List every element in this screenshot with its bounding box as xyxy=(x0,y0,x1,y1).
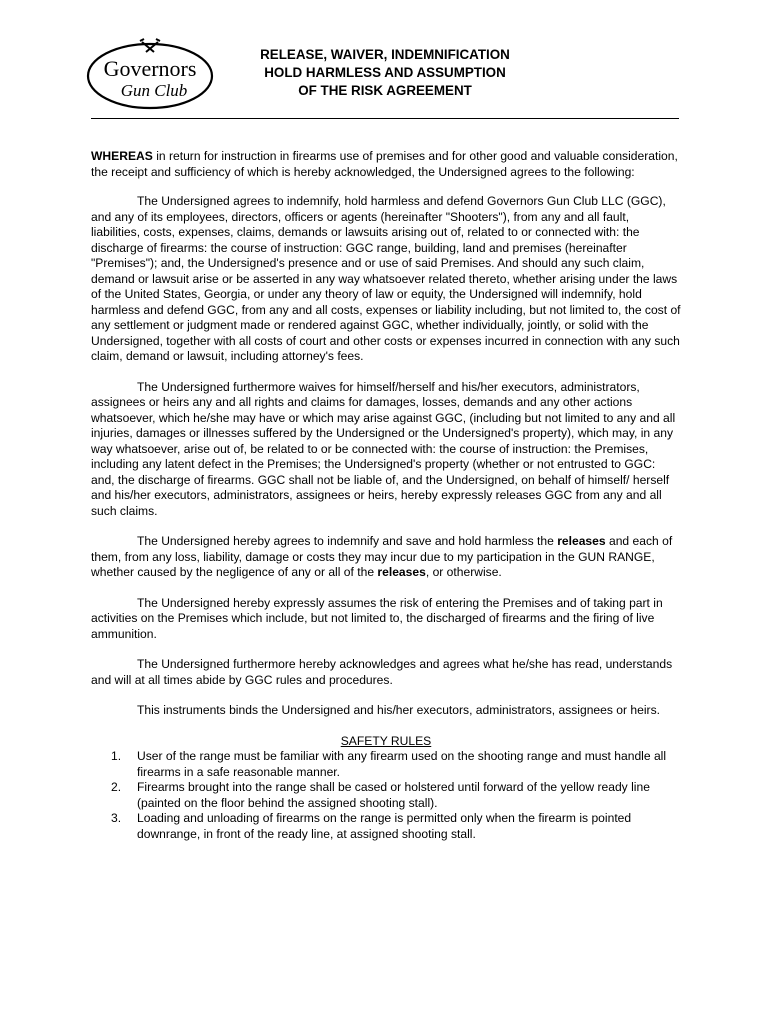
indemnify-paragraph: The Undersigned agrees to indemnify, hold harmless and defend Governors Gun Club LLC (GGC), and any of its employees, directors, officers or agents (hereinafter "Shooters"), from any and all fault, liabilities, costs, expenses, claims, demands or lawsuits arising out of, related to or connected with: the discharge of firearms: the course of instruction: GGC range, building, land and premises (hereinafter "Premises"); and, the Undersigned's presence and or use of said Premises. And should any such claim, demand or lawsuit arise or be asserted in any way whatsoever related thereto, whether arising under the laws of the United States, Georgia, or under any theory of law or equity, the Undersigned will indemnify, hold harmless and defend GGC, from any and all costs, expenses or liability including, but not limited to, the cost of any settlement or judgment made or rendered against GGC, whether individually, jointly, or solid with the Undersigned, together with all costs of court and other costs or expenses incurred in connection with any such claim, demand or lawsuit, including attorney's fees. xyxy=(91,194,681,363)
rule-text: Loading and unloading of firearms on the range is permitted only when the firearm is pointed downrange, in front of the ready line, at assigned shooting stall. xyxy=(137,811,632,841)
intro-lead: WHEREAS xyxy=(91,149,153,163)
title-line-1: RELEASE, WAIVER, INDEMNIFICATION xyxy=(260,47,510,62)
logo-text-gun-club: Gun Club xyxy=(120,81,188,100)
rule-text: User of the range must be familiar with any firearm used on the shooting range and must handle all firearms in a safe reasonable manner. xyxy=(137,749,667,779)
safety-rule-item xyxy=(91,780,681,811)
safety-rules-heading: SAFETY RULES xyxy=(340,733,432,748)
intro-text: in return for instruction in firearms use of premises and for other good and valuable consideration, the receipt and sufficiency of which is hereby acknowledged, the Undersigned agrees to the following: xyxy=(91,149,678,179)
acknowledgement-paragraph: The Undersigned furthermore hereby acknowledges and agrees what he/she has read, understands and will at all times abide by GGC rules and procedures. xyxy=(91,657,673,687)
rule-number: 3. xyxy=(111,811,122,825)
crossed-pistols-icon xyxy=(140,39,160,52)
document-title xyxy=(230,46,540,100)
hold-harmless-paragraph xyxy=(91,534,681,581)
logo-text-governors: Governors xyxy=(103,56,197,81)
para3-bold2: releases xyxy=(377,565,426,579)
rule-text: Firearms brought into the range shall be cased or holstered until forward of the yellow ready line (painted on the floor behind the assigned shooting stall). xyxy=(137,780,650,810)
binding-paragraph: This instruments binds the Undersigned and his/her executors, administrators, assignees or heirs. xyxy=(137,703,660,717)
rule-number: 2. xyxy=(111,780,122,794)
para3-bold1: releases xyxy=(557,534,606,548)
assumption-of-risk-paragraph: The Undersigned hereby expressly assumes the risk of entering the Premises and of taking part in activities on the Premises which include, but not limited to, the discharged of firearms and the firing of live ammunition. xyxy=(91,595,663,641)
para3-part1: The Undersigned hereby agrees to indemnify and save and hold harmless the xyxy=(137,534,558,548)
title-line-2: HOLD HARMLESS AND ASSUMPTION xyxy=(264,65,506,80)
para3-part2: and each of them, from any loss, liability, damage or costs they may incur due to my participation in the GUN RANGE, whether caused by the negligence of any or all of the xyxy=(91,534,673,579)
safety-rule-item xyxy=(91,749,681,780)
header-divider xyxy=(91,118,679,119)
waiver-paragraph: The Undersigned furthermore waives for himself/herself and his/her executors, administrators, assignees or heirs any and all rights and claims for damages, losses, demands and any other actions whatsoever, which he/she may have or which may arise against GGC, (including but not limited to any and all injuries, damages or illnesses suffered by the Undersigned or the Undersigned's property), which may, in any way whatsoever, arise out of, be related to or be connected with: the course of instruction: the Premises, including any latent defect in the Premises; the Undersigned's property (whether or not entrusted to GGC: and, the discharge of firearms. GGC shall not be liable of, and the Undersigned, on behalf of himself/ herself and his/her executors, administrators, assignees or heirs, hereby expressly releases GGC from any and all such claims. xyxy=(91,379,676,518)
safety-rule-item xyxy=(91,811,681,842)
title-line-3: OF THE RISK AGREEMENT xyxy=(298,83,472,98)
rule-number: 1. xyxy=(111,749,122,763)
document-body xyxy=(91,149,681,842)
governors-gun-club-logo xyxy=(84,34,216,112)
para3-part3: , or otherwise. xyxy=(425,565,502,579)
safety-rules-list xyxy=(91,749,681,842)
intro-paragraph xyxy=(91,149,681,180)
